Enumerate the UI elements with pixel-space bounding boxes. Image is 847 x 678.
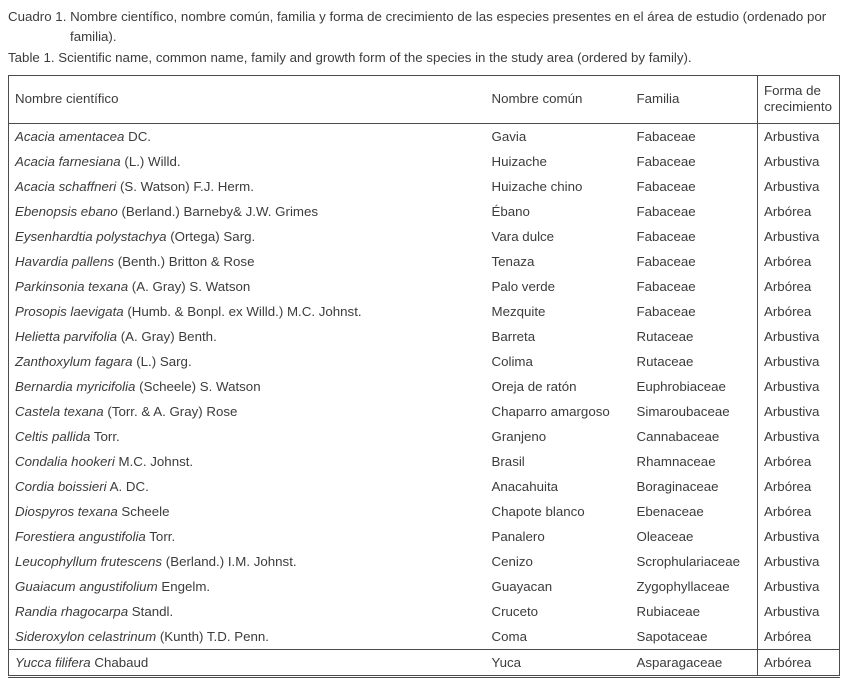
scientific-name-binomial: Zanthoxylum fagara [15, 353, 133, 369]
scientific-name-cell [9, 174, 486, 199]
scientific-name-binomial: Leucophyllum frutescens [15, 553, 163, 569]
table-row [9, 123, 840, 149]
common-name-cell: Anacahuita [491, 478, 559, 494]
family-cell: Scrophulariaceae [636, 553, 740, 569]
scientific-name-cell [9, 399, 486, 424]
common-name-cell: Cruceto [491, 603, 539, 619]
scientific-name-cell [9, 374, 486, 399]
scientific-name-cell [9, 123, 486, 149]
common-name-cell: Chaparro amargoso [491, 403, 610, 419]
table-caption-english: Table 1. Scientific name, common name, family and growth form of the species in the study area (ordered by family). [8, 49, 692, 65]
family-cell: Rutaceae [636, 353, 694, 369]
family-cell: Fabaceae [636, 153, 696, 169]
scientific-name-binomial: Parkinsonia texana [15, 278, 129, 294]
family-cell: Rutaceae [636, 328, 694, 344]
table-row [9, 274, 840, 299]
scientific-name-binomial: Acacia farnesiana [15, 153, 121, 169]
table-row [9, 599, 840, 624]
scientific-name-binomial: Havardia pallens [15, 253, 115, 269]
table-row [9, 549, 840, 574]
scientific-name-authority: (Ortega) Sarg. [166, 228, 256, 244]
table-caption-spanish: Cuadro 1. Nombre científico, nombre común, familia y forma de crecimiento de las especies presentes en el área de estudio (ordenado por familia). [8, 9, 827, 44]
table-row [9, 474, 840, 499]
scientific-name-binomial: Forestiera angustifolia [15, 528, 146, 544]
growth-form-cell: Arbórea [758, 499, 840, 524]
growth-form-cell: Arbustiva [758, 174, 840, 199]
scientific-name-cell [9, 149, 486, 174]
common-name-cell: Brasil [491, 453, 525, 469]
table-row [9, 199, 840, 224]
family-cell: Cannabaceae [636, 428, 720, 444]
table-row [9, 224, 840, 249]
family-cell: Fabaceae [636, 228, 696, 244]
scientific-name-authority: (Scheele) S. Watson [135, 378, 261, 394]
scientific-name-authority: (A. Gray) Benth. [117, 328, 217, 344]
table-row [9, 299, 840, 324]
table-row [9, 649, 840, 676]
header-family: Familia [631, 75, 758, 123]
growth-form-cell: Arbustiva [758, 399, 840, 424]
table-row [9, 449, 840, 474]
growth-form-cell: Arbustiva [758, 123, 840, 149]
header-scientific-name: Nombre científico [9, 75, 486, 123]
scientific-name-cell [9, 499, 486, 524]
scientific-name-cell [9, 224, 486, 249]
family-cell: Ebenaceae [636, 503, 704, 519]
scientific-name-binomial: Eysenhardtia polystachya [15, 228, 167, 244]
growth-form-cell: Arbustiva [758, 324, 840, 349]
family-cell: Boraginaceae [636, 478, 719, 494]
common-name-cell: Palo verde [491, 278, 556, 294]
family-cell: Asparagaceae [631, 649, 758, 676]
scientific-name-cell [9, 649, 486, 676]
common-name-cell: Huizache [491, 153, 547, 169]
growth-form-cell: Arbustiva [758, 224, 840, 249]
scientific-name-binomial: Diospyros texana [15, 503, 118, 519]
table-row [9, 174, 840, 199]
scientific-name-authority: DC. [124, 128, 152, 144]
scientific-name-authority: (L.) Sarg. [132, 353, 192, 369]
scientific-name-authority: A. DC. [106, 478, 149, 494]
family-cell: Zygophyllaceae [636, 578, 730, 594]
species-table-body [9, 123, 840, 676]
common-name-cell: Cenizo [491, 553, 533, 569]
growth-form-cell: Arbórea [758, 249, 840, 274]
family-cell: Fabaceae [636, 178, 696, 194]
common-name-cell: Yuca [486, 649, 631, 676]
table-row [9, 574, 840, 599]
scientific-name-authority: Engelm. [157, 578, 211, 594]
growth-form-cell: Arbustiva [758, 524, 840, 549]
scientific-name-cell [9, 624, 486, 650]
growth-form-cell: Arbustiva [758, 424, 840, 449]
scientific-name-binomial: Acacia schaffneri [15, 178, 117, 194]
scientific-name-authority: (S. Watson) F.J. Herm. [116, 178, 254, 194]
growth-form-cell: Arbustiva [758, 549, 840, 574]
common-name-cell: Barreta [491, 328, 536, 344]
scientific-name-cell [9, 324, 486, 349]
scientific-name-authority: Torr. [145, 528, 176, 544]
table-row [9, 324, 840, 349]
species-table [8, 75, 840, 678]
family-cell: Rubiaceae [636, 603, 701, 619]
scientific-name-binomial: Yucca filifera [15, 654, 91, 670]
scientific-name-cell [9, 424, 486, 449]
scientific-name-authority: Torr. [90, 428, 120, 444]
scientific-name-cell [9, 274, 486, 299]
family-cell: Fabaceae [636, 278, 696, 294]
growth-form-cell: Arbustiva [758, 574, 840, 599]
growth-form-cell: Arbustiva [758, 374, 840, 399]
growth-form-cell: Arbórea [758, 449, 840, 474]
common-name-cell: Chapote blanco [491, 503, 585, 519]
growth-form-cell: Arbórea [758, 649, 840, 676]
header-growth-form: Forma de crecimiento [758, 75, 840, 123]
scientific-name-cell [9, 199, 486, 224]
common-name-cell: Colima [491, 353, 533, 369]
family-cell: Sapotaceae [636, 628, 708, 644]
scientific-name-authority: (Kunth) T.D. Penn. [156, 628, 269, 644]
table-row [9, 399, 840, 424]
common-name-cell: Huizache chino [491, 178, 583, 194]
scientific-name-binomial: Celtis pallida [15, 428, 91, 444]
scientific-name-cell [9, 249, 486, 274]
scientific-name-authority: (L.) Willd. [120, 153, 181, 169]
table-row [9, 349, 840, 374]
scientific-name-binomial: Prosopis laevigata [15, 303, 124, 319]
common-name-cell: Vara dulce [491, 228, 555, 244]
header-row [9, 75, 840, 123]
scientific-name-cell [9, 299, 486, 324]
scientific-name-authority: Chabaud [90, 654, 149, 670]
scientific-name-binomial: Cordia boissieri [15, 478, 107, 494]
family-cell: Fabaceae [636, 203, 696, 219]
scientific-name-authority: (Berland.) Barneby& J.W. Grimes [117, 203, 319, 219]
scientific-name-cell [9, 599, 486, 624]
scientific-name-binomial: Acacia amentacea [15, 128, 125, 144]
growth-form-cell: Arbórea [758, 299, 840, 324]
scientific-name-authority: Scheele [117, 503, 170, 519]
growth-form-cell: Arbórea [758, 274, 840, 299]
growth-form-cell: Arbórea [758, 624, 840, 650]
family-cell: Fabaceae [636, 128, 696, 144]
scientific-name-authority: (Berland.) I.M. Johnst. [162, 553, 297, 569]
family-cell: Euphrobiaceae [636, 378, 726, 394]
scientific-name-cell [9, 524, 486, 549]
scientific-name-binomial: Ebenopsis ebano [15, 203, 118, 219]
scientific-name-binomial: Sideroxylon celastrinum [15, 628, 157, 644]
table-row [9, 424, 840, 449]
growth-form-cell: Arbórea [758, 474, 840, 499]
scientific-name-authority: Standl. [128, 603, 174, 619]
table-row [9, 149, 840, 174]
common-name-cell: Panalero [491, 528, 545, 544]
table-row [9, 249, 840, 274]
scientific-name-cell [9, 474, 486, 499]
scientific-name-cell [9, 349, 486, 374]
scientific-name-cell [9, 574, 486, 599]
growth-form-cell: Arbustiva [758, 599, 840, 624]
growth-form-cell: Arbustiva [758, 149, 840, 174]
scientific-name-binomial: Guaiacum angustifolium [15, 578, 158, 594]
common-name-cell: Coma [491, 628, 527, 644]
scientific-name-authority: M.C. Johnst. [114, 453, 194, 469]
scientific-name-authority: (Torr. & A. Gray) Rose [103, 403, 238, 419]
scientific-name-binomial: Helietta parvifolia [15, 328, 117, 344]
header-common-name: Nombre común [486, 75, 631, 123]
table-row [9, 374, 840, 399]
scientific-name-binomial: Castela texana [15, 403, 104, 419]
scientific-name-binomial: Bernardia myricifolia [15, 378, 136, 394]
common-name-cell: Mezquite [491, 303, 546, 319]
family-cell: Oleaceae [636, 528, 694, 544]
table-row [9, 499, 840, 524]
common-name-cell: Guayacan [491, 578, 553, 594]
table-row [9, 624, 840, 650]
scientific-name-authority: (Benth.) Britton & Rose [114, 253, 255, 269]
scientific-name-cell [9, 449, 486, 474]
family-cell: Fabaceae [636, 303, 696, 319]
scientific-name-cell [9, 549, 486, 574]
common-name-cell: Ébano [491, 203, 530, 219]
common-name-cell: Granjeno [491, 428, 547, 444]
scientific-name-authority: (A. Gray) S. Watson [128, 278, 251, 294]
scientific-name-authority: (Humb. & Bonpl. ex Willd.) M.C. Johnst. [123, 303, 362, 319]
family-cell: Rhamnaceae [636, 453, 716, 469]
growth-form-cell: Arbustiva [758, 349, 840, 374]
scientific-name-binomial: Condalia hookeri [15, 453, 115, 469]
common-name-cell: Oreja de ratón [491, 378, 577, 394]
common-name-cell: Tenaza [491, 253, 535, 269]
family-cell: Simaroubaceae [636, 403, 730, 419]
table-row [9, 524, 840, 549]
growth-form-cell: Arbórea [758, 199, 840, 224]
family-cell: Fabaceae [636, 253, 696, 269]
common-name-cell: Gavia [491, 128, 527, 144]
scientific-name-binomial: Randia rhagocarpa [15, 603, 129, 619]
